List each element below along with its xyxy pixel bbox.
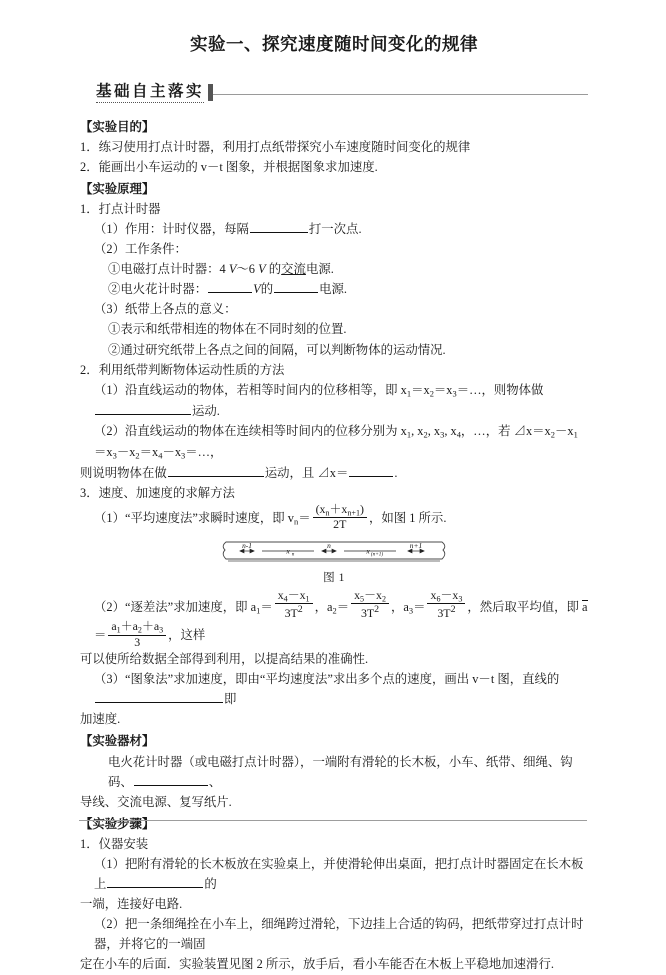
- principle-item-3-3: [94, 669, 588, 709]
- formula-avgv-denominator: 2T: [333, 517, 347, 532]
- blank-graph-slope[interactable]: [95, 690, 223, 703]
- uniform-tail: 运动.: [192, 403, 220, 418]
- diff-avg-lead: ，然后取平均值，即: [467, 599, 579, 614]
- svg-text:n: n: [327, 540, 331, 550]
- avgv-num-sub2: n+1: [347, 508, 361, 518]
- a2-num-minus-sub: 2: [381, 594, 386, 604]
- a1-den-sup: 2: [297, 604, 303, 616]
- blank-uniform-motion-type[interactable]: [95, 402, 191, 415]
- svg-text:n: n: [291, 551, 295, 558]
- principle-item-3-1: [94, 503, 588, 532]
- principle-item-2-1: （1）沿直线运动的物体，若相等时间内的位移相等，即 $x_1=x_2=x_3=\dots$，则物体做运动.: [94, 382, 544, 418]
- uniform-eq2: ＝x: [433, 382, 453, 397]
- principle-item-1-3-title: （3）纸带上各点的意义：: [94, 302, 237, 317]
- principle-item-1-2-title: （2）工作条件：: [94, 242, 187, 257]
- formula-average-velocity: [313, 503, 367, 532]
- heading-experiment-principle: 【实验原理】: [80, 181, 155, 196]
- formula-a3: [427, 589, 465, 621]
- principle-item-1-2-b: [108, 279, 588, 299]
- accel-end: ＝…，: [185, 444, 223, 459]
- a1-num-minus-sub: 1: [305, 594, 310, 604]
- spark-de: 的: [260, 282, 274, 297]
- formula-a3-numerator: $x_6-x_3$: [427, 589, 465, 604]
- page-title: 实验一、探究速度随时间变化的规律: [190, 34, 478, 54]
- graph-tail: 即: [224, 692, 237, 707]
- spark-volt-symbol: V: [253, 282, 261, 297]
- a2-num-x-sub: 5: [360, 594, 365, 604]
- avgv-num-end: ): [360, 502, 364, 517]
- principle-item-2-title: 2．利用纸带判断物体运动性质的方法: [80, 362, 285, 377]
- emt-lead: ①电磁打点计时器：4: [108, 262, 229, 277]
- avgv-tail: ，如图 1 所示.: [368, 511, 447, 526]
- accel2-tail: .: [394, 465, 398, 480]
- formula-a2: [351, 589, 389, 621]
- figure-1-caption: 图 1: [323, 570, 345, 584]
- blank-equipment-item[interactable]: [134, 773, 208, 786]
- principle-item-3-2-cont: 可以使所给数据全部得到利用，以提高结果的准确性.: [80, 652, 369, 667]
- steps-item-1-1: [94, 854, 588, 894]
- diff-tail: ，这样: [168, 628, 206, 643]
- blank-accel-motion-type[interactable]: [168, 464, 264, 477]
- steps-item-1-1-cont: 一端，连接好电路.: [80, 897, 183, 912]
- paper-tape-svg: [218, 539, 450, 566]
- blank-spark-supply-type[interactable]: [274, 281, 318, 294]
- a1-num-minus: －x: [287, 587, 306, 602]
- heading-experiment-equipment: 【实验器材】: [80, 734, 155, 749]
- svg-text:x: x: [366, 546, 370, 556]
- principle-1-1-text-after: 打一次点.: [308, 222, 362, 237]
- accel2-lead: 则说明物体在做: [80, 465, 167, 480]
- section-banner-label: 基础自主落实: [96, 83, 204, 103]
- equipment-sep: 、: [208, 774, 222, 789]
- formula-a3-denominator: $3T^2$: [437, 604, 456, 621]
- principle-item-2-2: （2）沿直线运动的物体在连续相等时间内的位移分别为 $x_1$, $x_2$, $x_3$, $x_4$，…，若 $⊿x=x_2-x_1=x_3-x_2=x_4-x_3=\dots$，: [94, 423, 578, 461]
- formula-aavg-denominator: 3: [134, 634, 141, 649]
- principle-item-3-3-cont: 加速度.: [80, 712, 121, 727]
- heading-experiment-purpose: 【实验目的】: [80, 119, 155, 134]
- equipment-lead: 电火花计时器（或电磁打点计时器），一端附有滑轮的长木板，小车、纸带、细绳、钩码、: [108, 754, 573, 789]
- section-banner: [96, 83, 588, 103]
- spark-tail: 电源.: [319, 282, 347, 297]
- avgv-eq: ＝: [298, 511, 311, 526]
- heading-experiment-steps: 【实验步骤】: [80, 816, 155, 831]
- steps-item-1-2-line-2: 定在小车的后面．实验装置见图 2 所示，放手后，看小车能否在木板上平稳地加速滑行.: [80, 957, 554, 972]
- avgv-num-a: (x: [315, 502, 326, 517]
- emt-de: 的: [265, 262, 282, 277]
- formula-a2-denominator: $3T^2$: [360, 604, 380, 621]
- principle-item-1-3-a: ①表示和纸带相连的物体在不同时刻的位置.: [108, 322, 347, 337]
- avgv-num-mid: ＋x: [329, 502, 348, 517]
- banner-bar-decoration: [208, 84, 213, 101]
- a3-num-minus-sub: 3: [458, 594, 463, 604]
- principle-item-1-3-b: ②通过研究纸带上各点之间的间隔，可以判断物体的运动情况.: [108, 342, 446, 357]
- avgv-lead: （1）“平均速度法”求瞬时速度，即 v: [94, 511, 294, 526]
- spark-lead: ②电火花计时器：: [108, 282, 208, 297]
- formula-a1: [275, 589, 313, 621]
- step11-tail: 的: [204, 877, 217, 892]
- equipment-line-1: [108, 752, 588, 792]
- formula-avgv-numerator: [313, 503, 367, 518]
- banner-horizontal-rule: [213, 94, 588, 95]
- svg-text:x: x: [286, 546, 290, 556]
- uniform-eq1: ＝x: [411, 382, 430, 397]
- uniform-after: ＝…，则物体做: [456, 382, 544, 397]
- footer-rule: [79, 820, 587, 821]
- steps-item-1-title: 1．仪器安装: [80, 836, 149, 851]
- uniform-lead: （1）沿直线运动的物体，若相等时间内的位移相等，即 x: [94, 382, 407, 397]
- emt-volt-symbol-1: V: [228, 262, 237, 277]
- blank-spark-voltage[interactable]: [208, 281, 252, 294]
- principle-item-1-1: [94, 219, 588, 239]
- formula-a1-numerator: [275, 589, 313, 604]
- a1-num-x-sub: 4: [283, 594, 288, 604]
- a3-num-x-sub: 6: [436, 594, 441, 604]
- accel2-mid: 运动，且 ⊿x＝: [264, 465, 349, 480]
- a-bar-symbol: a: [582, 599, 588, 614]
- principle-item-3-2: （2）“逐差法”求加速度，即 $a_1=$ $\frac{x_4-x_1}{3T^2}$ ，$a_2=$ $\frac{x_5-x_2}{3T^2}$ ，$a_3=$ $\frac{x_6-x_3}{3T^2}$ ，然后取平均值，即 a ＝ $\frac{a_1+a_2+a_3}{3}$ ，这样: [94, 587, 588, 649]
- principle-item-1-title: 1．打点计时器: [80, 201, 161, 216]
- principle-item-3-title: 3．速度、加速度的求解方法: [80, 486, 235, 500]
- emt-tail: 电源.: [305, 262, 334, 277]
- blank-timer-interval[interactable]: [250, 220, 308, 233]
- blank-timer-position[interactable]: [107, 875, 203, 888]
- diff-avg-eq: ＝: [94, 628, 107, 643]
- formula-a2-numerator: $x_5-x_2$: [351, 589, 389, 604]
- a1-den: 3T: [284, 606, 298, 621]
- principle-item-2-3: [80, 463, 588, 483]
- blank-delta-x-value[interactable]: [349, 464, 393, 477]
- svg-text:n-1: n-1: [242, 540, 252, 550]
- emt-volt-symbol-2: V: [258, 262, 266, 277]
- emt-underlined-ac: 交流: [281, 262, 306, 277]
- accel-mid: ，…，若 ⊿x＝x: [460, 423, 551, 438]
- step11-lead: （1）把附有滑轮的长木板放在实验桌上，并使滑轮伸出桌面，把打点计时器固定在长木板上: [94, 856, 584, 892]
- avgv-sub: n: [293, 516, 299, 527]
- formula-a1-denominator: [275, 604, 313, 620]
- purpose-item-1: 1．练习使用打点计时器，利用打点纸带探究小车速度随时间变化的规律: [80, 139, 471, 154]
- formula-a-average: [108, 620, 166, 649]
- purpose-item-2: 2．能画出小车运动的 v－t 图象，并根据图象求加速度.: [80, 159, 378, 174]
- principle-1-1-text-before: （1）作用：计时仪器，每隔: [94, 222, 249, 237]
- aavg-a: a: [111, 619, 117, 634]
- steps-item-1-2-line-1: （2）把一条细绳拴在小车上，细绳跨过滑轮，下边挂上合适的钩码，把纸带穿过打点计时器，并将它的一端固: [94, 917, 584, 952]
- equipment-line-2: 导线、交流电源、复写纸片.: [80, 794, 232, 809]
- diff-lead: （2）“逐差法”求加速度，即 a: [94, 599, 257, 614]
- graph-lead: （3）“图象法”求加速度，即由“平均速度法”求出多个点的速度，画出 v－t 图，直线的: [94, 672, 560, 687]
- formula-aavg-numerator: $a_1+a_2+a_3$: [108, 620, 166, 635]
- a1-num-x: x: [277, 587, 284, 602]
- principle-item-1-2-a: [108, 259, 588, 279]
- svg-text:n+1: n+1: [409, 540, 423, 550]
- paper-tape-diagram: [218, 539, 450, 566]
- avgv-num-sub1: n: [325, 508, 330, 518]
- accel-lead: （2）沿直线运动的物体在连续相等时间内的位移分别为 x: [94, 423, 407, 438]
- emt-mid: ～6: [236, 262, 259, 277]
- figure-1-container: [80, 539, 588, 585]
- svg-text:(n+1): (n+1): [370, 551, 384, 558]
